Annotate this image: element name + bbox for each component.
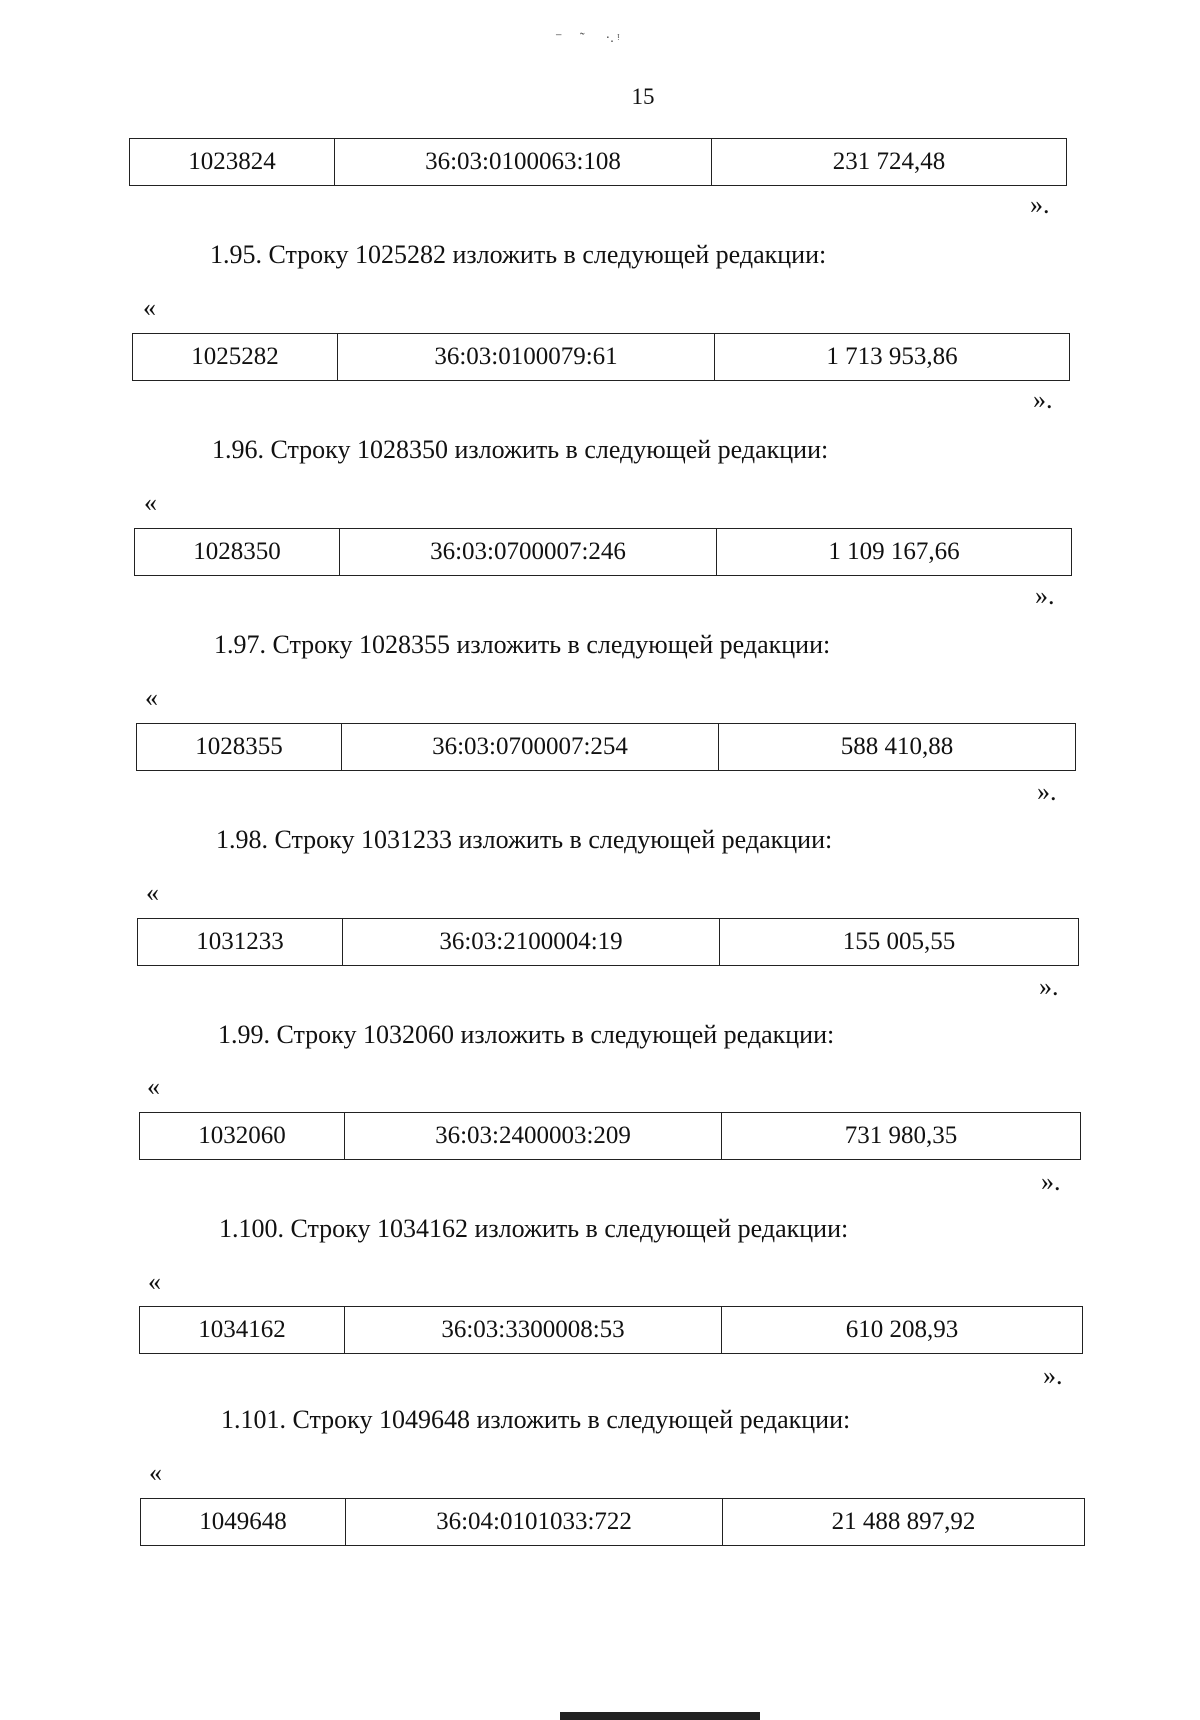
open-quote: « (146, 878, 159, 907)
item-text: Строку 1025282 изложить в следующей редакции: (268, 240, 827, 269)
row-value: 155 005,55 (719, 919, 1078, 965)
close-quote: ». (1043, 1361, 1063, 1390)
row-cadastral: 36:03:2400003:209 (344, 1113, 721, 1159)
close-quote: ». (1039, 972, 1059, 1001)
instruction (216, 825, 832, 855)
open-quote: « (143, 293, 156, 322)
row-cadastral: 36:03:0100079:61 (337, 334, 714, 380)
row-value: 731 980,35 (721, 1113, 1080, 1159)
item-number: 1.98. (216, 825, 268, 854)
row-cadastral: 36:03:0100063:108 (334, 139, 711, 185)
row-cadastral: 36:03:0700007:246 (339, 529, 716, 575)
row-value: 588 410,88 (718, 724, 1075, 770)
table-row (129, 138, 1067, 186)
open-quote: « (144, 488, 157, 517)
close-quote: ». (1035, 581, 1055, 610)
item-text: Строку 1034162 изложить в следующей редакции: (290, 1214, 849, 1243)
instruction (219, 1214, 848, 1244)
row-cadastral: 36:03:2100004:19 (342, 919, 719, 965)
item-number: 1.95. (210, 240, 262, 269)
instruction (212, 435, 828, 465)
item-text: Строку 1031233 изложить в следующей редакции: (274, 825, 833, 854)
row-cadastral: 36:04:0101033:722 (345, 1499, 722, 1545)
table-row (137, 918, 1079, 966)
item-number: 1.101. (221, 1405, 286, 1434)
item-number: 1.96. (212, 435, 264, 464)
row-id: 1028355 (195, 733, 283, 760)
row-id: 1034162 (198, 1316, 286, 1343)
item-number: 1.97. (214, 630, 266, 659)
close-quote: ». (1037, 777, 1057, 806)
open-quote: « (145, 683, 158, 712)
table-row (136, 723, 1076, 771)
row-cadastral: 36:03:0700007:254 (341, 724, 718, 770)
instruction (214, 630, 830, 660)
table-row (140, 1498, 1085, 1546)
item-text: Строку 1049648 изложить в следующей редакции: (292, 1405, 851, 1434)
open-quote: « (148, 1267, 161, 1296)
row-id: 1023824 (188, 148, 276, 175)
open-quote: « (147, 1072, 160, 1101)
row-value: 21 488 897,92 (722, 1499, 1084, 1545)
close-quote: ». (1030, 190, 1050, 219)
table-row (132, 333, 1070, 381)
item-text: Строку 1028355 изложить в следующей редакции: (272, 630, 831, 659)
instruction (218, 1020, 834, 1050)
row-id: 1032060 (198, 1122, 286, 1149)
table-row (139, 1306, 1083, 1354)
open-quote: « (149, 1458, 162, 1487)
instruction (210, 240, 826, 270)
page-number: 15 (631, 84, 655, 109)
scan-artifact: ⁻ ˜ ·. ᵎ (555, 31, 620, 46)
row-cadastral: 36:03:3300008:53 (344, 1307, 721, 1353)
scan-edge-mark (560, 1712, 760, 1720)
row-id: 1031233 (196, 928, 284, 955)
row-value: 1 713 953,86 (714, 334, 1069, 380)
row-value: 1 109 167,66 (716, 529, 1071, 575)
item-number: 1.100. (219, 1214, 284, 1243)
close-quote: ». (1033, 385, 1053, 414)
close-quote: ». (1041, 1167, 1061, 1196)
row-value: 610 208,93 (721, 1307, 1082, 1353)
item-text: Строку 1032060 изложить в следующей редакции: (276, 1020, 835, 1049)
row-id: 1025282 (191, 343, 279, 370)
row-id: 1028350 (193, 538, 281, 565)
instruction (221, 1405, 850, 1435)
row-id: 1049648 (199, 1508, 287, 1535)
item-text: Строку 1028350 изложить в следующей редакции: (270, 435, 829, 464)
item-number: 1.99. (218, 1020, 270, 1049)
row-value: 231 724,48 (711, 139, 1066, 185)
table-row (134, 528, 1072, 576)
table-row (139, 1112, 1081, 1160)
